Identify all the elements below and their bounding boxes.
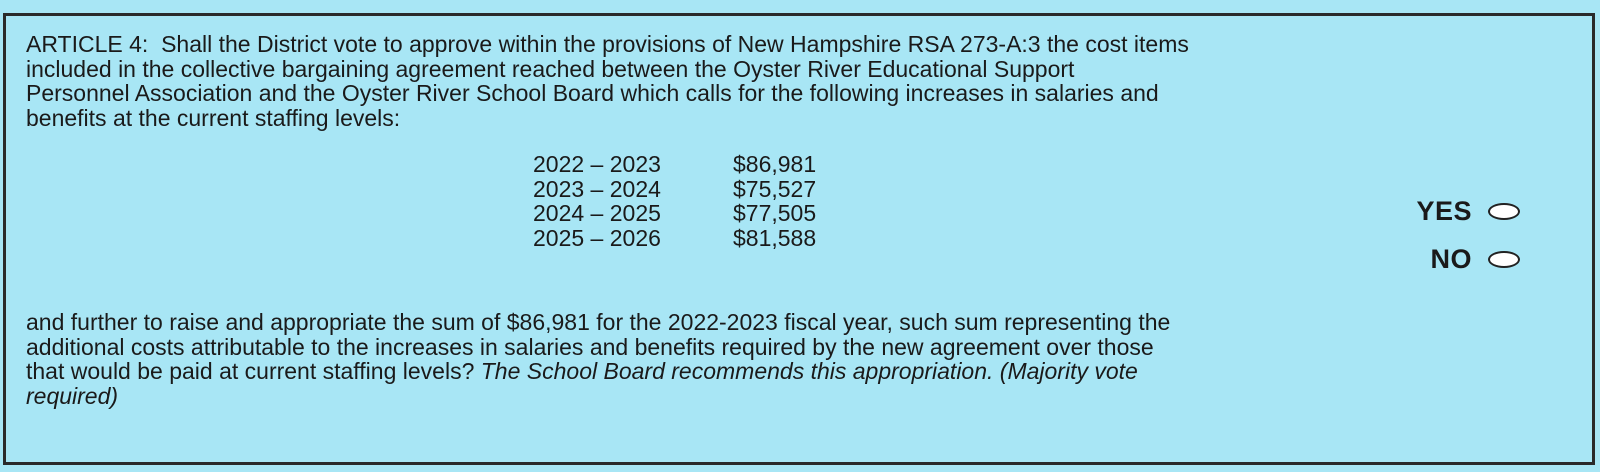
cost-amount: $77,505 (733, 200, 817, 226)
cost-items-table (533, 152, 816, 250)
cost-amount: $86,981 (733, 151, 817, 177)
closing-line-2: additional costs attributable to the increases in salaries and benefits required by the new agreement over those (26, 333, 1154, 360)
table-row (533, 226, 816, 251)
table-row (533, 177, 816, 202)
vote-yes-option[interactable] (1416, 196, 1520, 227)
intro-text-1: Shall the District vote to approve within the provisions of New Hampshire RSA 273-A:3 the cost items (161, 31, 1189, 57)
article-closing (26, 310, 1406, 408)
cost-year: 2022 – 2023 (533, 151, 661, 177)
cost-year: 2025 – 2026 (533, 224, 661, 251)
article-intro (26, 32, 1406, 130)
cost-amount: $81,588 (733, 224, 817, 251)
cost-year: 2023 – 2024 (533, 175, 661, 202)
majority-note: required) (26, 382, 119, 409)
article-heading: ARTICLE 4: (26, 31, 149, 57)
vote-yes-oval[interactable] (1488, 203, 1520, 220)
cost-year: 2024 – 2025 (533, 200, 661, 226)
cost-amount: $75,527 (733, 175, 817, 202)
closing-line-4 (26, 384, 1406, 409)
vote-no-option[interactable] (1431, 244, 1521, 275)
vote-no-oval[interactable] (1488, 251, 1520, 268)
intro-line-1 (26, 32, 1406, 57)
intro-line-3: Personnel Association and the Oyster River School Board which calls for the following increases in salaries and (26, 80, 1159, 106)
vote-no-label: NO (1430, 244, 1472, 274)
closing-line-1: and further to raise and appropriate the sum of $86,981 for the 2022-2023 fiscal year, such sum representing the (26, 309, 1171, 335)
ballot-article-panel (3, 13, 1595, 465)
intro-line-4: benefits at the current staffing levels: (26, 104, 401, 131)
closing-question: that would be paid at current staffing levels? (26, 358, 475, 384)
board-recommendation: The School Board recommends this appropriation. (Majority vote (480, 358, 1138, 384)
table-row (533, 201, 816, 226)
vote-yes-label: YES (1416, 196, 1472, 226)
intro-line-2: included in the collective bargaining agreement reached between the Oyster River Educational Support (26, 55, 1075, 82)
closing-line-3 (26, 359, 1406, 384)
table-row (533, 152, 816, 177)
